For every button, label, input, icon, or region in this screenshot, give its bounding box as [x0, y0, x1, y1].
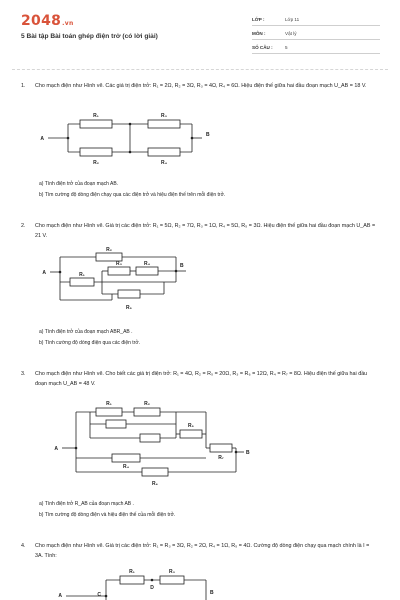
meta-subject: MÔN : Vật lý [252, 31, 297, 36]
question-3-part-a: a) Tính điện trở R_AB của đoạn mạch AB . [39, 501, 134, 507]
question-2: 2. Cho mạch điện như Hình vẽ. Giá trị các điện trở: R₁ = 5Ω, R₂ = 7Ω, R₃ = 1Ω, R₄ = 5Ω, R₅ = 3Ω. Hiệu điện thế giữa hai đầu đoạn mạch U_AB = 21 V. [21, 223, 376, 239]
resistor-r3 [108, 267, 130, 275]
resistor-r5 [180, 430, 202, 438]
label-r1: R₁ [79, 272, 85, 278]
node-label-b: B [180, 263, 184, 269]
resistor-r7 [210, 444, 232, 452]
circuit-diagram-2 [0, 242, 400, 322]
label-r2: R₂ [93, 160, 99, 166]
node-label-a: A [42, 270, 46, 276]
resistor-r2 [96, 253, 122, 261]
label-r2: R₂ [144, 401, 150, 407]
resistor-r5 [118, 290, 140, 298]
label-r6: R₆ [152, 481, 158, 487]
node-label-a: A [40, 136, 44, 142]
question-4: 4. Cho mạch điện như Hình vẽ. Giá trị các điện trở: R₁ = R₃ = 3Ω, R₂ = 2Ω, R₄ = 1Ω, R₅ = 4Ω. Cường độ dòng điện chạy qua mạch chính là I = 3A. Tính: [21, 541, 35, 551]
circuit-diagram-4 [0, 566, 400, 600]
header-divider [12, 69, 388, 70]
resistor-r4 [148, 148, 180, 156]
circuit-diagram-1 [0, 106, 400, 178]
label-r1: R₁ [93, 113, 99, 119]
label-r7: R₇ [218, 455, 224, 461]
question-1: 1. Cho mạch điện như Hình vẽ. Các giá trị điện trở: R₁ = 2Ω, R₂ = 3Ω, R₃ = 4Ω, R₄ = 6Ω. Hiệu điện thế giữa hai đầu đoạn mạch U_AB = 18 V. [21, 81, 35, 91]
node-label-b: B [210, 590, 214, 596]
resistor-r2 [80, 148, 112, 156]
resistor-r6 [142, 468, 168, 476]
site-logo[interactable]: 2048.vn [21, 13, 74, 29]
label-r3: R₃ [161, 113, 167, 119]
label-r2: R₂ [106, 247, 112, 253]
label-r4: R₄ [161, 160, 167, 166]
question-3-text: Cho mạch điện như Hình vẽ. Cho biết các giá trị điện trở: R₁ = 4Ω, R₂ = R₅ = 20Ω, R₃ = R₆ = 12Ω, R₄ = R₇ = 8Ω. Hiệu điện thế giữa hai đầu đoạn mạch U_AB = 48 V. [35, 371, 368, 387]
label-r4: R₄ [123, 464, 129, 470]
label-r1: R₁ [129, 569, 135, 575]
label-r3: R₃ [116, 261, 122, 267]
resistor-r1 [80, 120, 112, 128]
question-1-text: Cho mạch điện như Hình vẽ. Các giá trị điện trở: R₁ = 2Ω, R₂ = 3Ω, R₃ = 4Ω, R₄ = 6Ω. Hiệu điện thế giữa hai đầu đoạn mạch U_AB = 18 V. [35, 83, 367, 89]
label-r1: R₁ [106, 401, 112, 407]
question-2-part-b: b) Tính cường độ dòng điện qua các điện trở. [39, 340, 140, 346]
node-label-b: B [206, 132, 210, 138]
label-r5: R₅ [188, 423, 194, 429]
resistor-r1 [70, 278, 94, 286]
document-title: 5 Bài tập Bài toán ghép điện trở (có lời giải) [21, 33, 158, 40]
question-2-part-a: a) Tính điện trở của đoạn mạch ABR_AB . [39, 329, 133, 335]
meta-class: LỚP : Lớp 11 [252, 17, 299, 22]
label-r5: R₅ [126, 305, 132, 311]
resistor-r4 [136, 267, 158, 275]
node-label-a: A [54, 446, 58, 452]
question-4-text: Cho mạch điện như Hình vẽ. Giá trị các điện trở: R₁ = R₃ = 3Ω, R₂ = 2Ω, R₄ = 1Ω, R₅ = 4Ω. Cường độ dòng điện chạy qua mạch chính là I = 3A. Tính: [35, 543, 370, 559]
resistor-r3 [160, 576, 184, 584]
question-3: 3. Cho mạch điện như Hình vẽ. Cho biết các giá trị điện trở: R₁ = 4Ω, R₂ = R₅ = 20Ω, R₃ = R₆ = 12Ω, R₄ = R₇ = 8Ω. Hiệu điện thế giữa hai đầu đoạn mạch U_AB = 48 V. [21, 369, 35, 379]
node-label-b: B [246, 450, 250, 456]
resistor-r4 [112, 454, 140, 462]
label-r4: R₄ [144, 261, 150, 267]
node-label-c: C [97, 592, 101, 598]
question-3-part-b: b) Tìm cường độ dòng điện và hiệu điện thế của mỗi điện trở. [39, 512, 176, 518]
question-2-text: Cho mạch điện như Hình vẽ. Giá trị các điện trở: R₁ = 5Ω, R₂ = 7Ω, R₃ = 1Ω, R₄ = 5Ω, R₅ = 3Ω. Hiệu điện thế giữa hai đầu đoạn mạch U_AB = 21 V. [35, 223, 376, 239]
node-label-a: A [58, 593, 62, 599]
label-r3: R₃ [169, 569, 175, 575]
resistor-r3 [148, 120, 180, 128]
circuit-diagram-3 [0, 392, 400, 490]
resistor-r2 [134, 408, 160, 416]
document-header [0, 0, 400, 62]
resistor-r1 [120, 576, 144, 584]
meta-question-count: SỐ CÂU : 5 [252, 45, 288, 50]
question-1-part-b: b) Tìm cường độ dòng điện chạy qua các điện trở và hiệu điện thế trên mỗi điện trở. [39, 192, 226, 198]
question-1-part-a: a) Tính điện trở của đoạn mạch AB. [39, 181, 119, 187]
node-label-d: D [150, 585, 154, 591]
resistor-r1 [96, 408, 122, 416]
